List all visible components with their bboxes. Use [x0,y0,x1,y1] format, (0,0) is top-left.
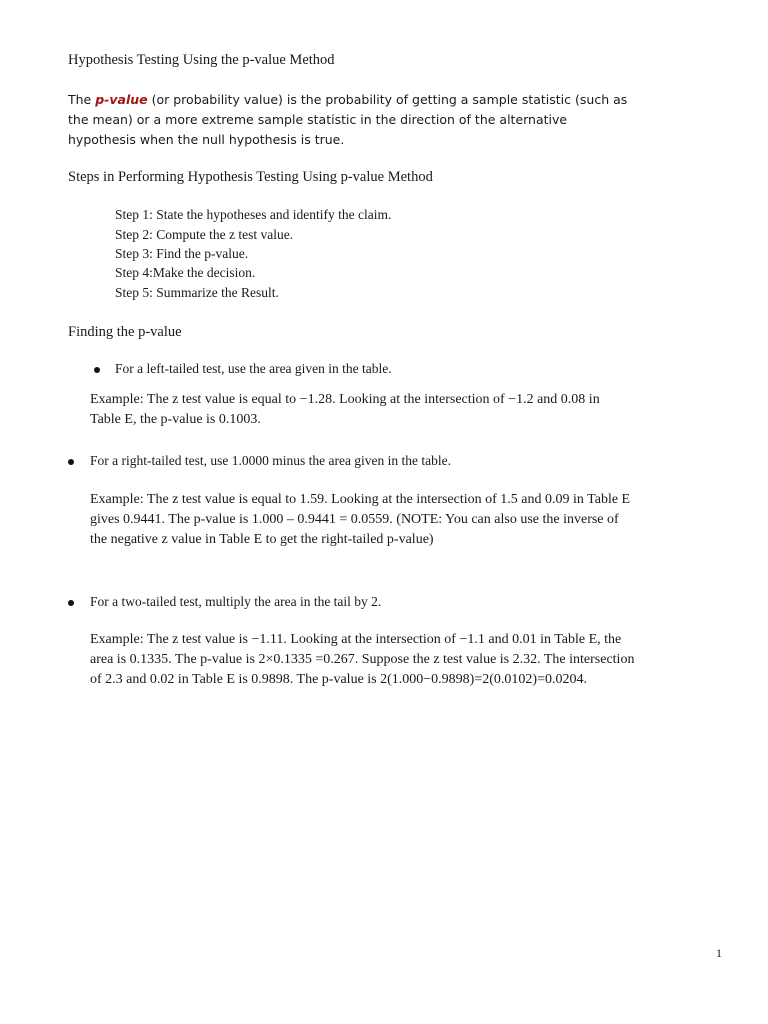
step-item: Step 4:Make the decision. [115,265,256,280]
definition-prefix: The [68,92,92,107]
finding-heading: Finding the p-value [68,324,182,340]
page-number: 1 [716,946,722,960]
example-text: Example: The z test value is equal to −1.28. Looking at the intersection of −1.2 and 0.08 in Table E, the p-value is 0.1003. [90,392,600,427]
step-item: Step 5: Summarize the Result. [115,285,279,300]
bullet-text: For a left-tailed test, use the area given in the table. [115,361,392,376]
bullet-icon [68,459,74,465]
bullet-text: For a right-tailed test, use 1.0000 minus the area given in the table. [90,453,452,468]
step-item: Step 3: Find the p-value. [115,246,249,261]
example-text: Example: The z test value is equal to 1.59. Looking at the intersection of 1.5 and 0.09 in Table E gives 0.9441. The p-value is 1.000 – 0.9441 = 0.0559. (NOTE: You can also use the inverse of the negative z value in Table E to get the right-tailed p-value) [90,492,631,547]
document-title: Hypothesis Testing Using the p-value Method [68,52,335,68]
example-text: Example: The z test value is −1.11. Looking at the intersection of −1.1 and 0.01 in Table E, the area is 0.1335. The p-value is 2×0.1335 =0.267. Suppose the z test value is 2.32. The intersection of 2.3 and 0.02 in Table E is 0.9898. The p-value is 2(1.000−0.9898)=2(0.0102)=0.0204. [90,632,635,687]
step-item: Step 1: State the hypotheses and identify the claim. [115,207,392,222]
step-item: Step 2: Compute the z test value. [115,227,294,242]
bullet-icon [94,367,100,373]
definition-text: (or probability value) is the probability of getting a sample statistic (such as the mean) or a more extreme sample statistic in the direction of the alternative hypothesis when the null hypothesis is true. [68,92,628,147]
definition-term: p-value [95,92,148,107]
bullet-icon [68,600,74,606]
definition-paragraph [68,90,638,150]
steps-heading: Steps in Performing Hypothesis Testing Using p-value Method [68,169,433,185]
bullet-text: For a two-tailed test, multiply the area in the tail by 2. [90,594,382,609]
